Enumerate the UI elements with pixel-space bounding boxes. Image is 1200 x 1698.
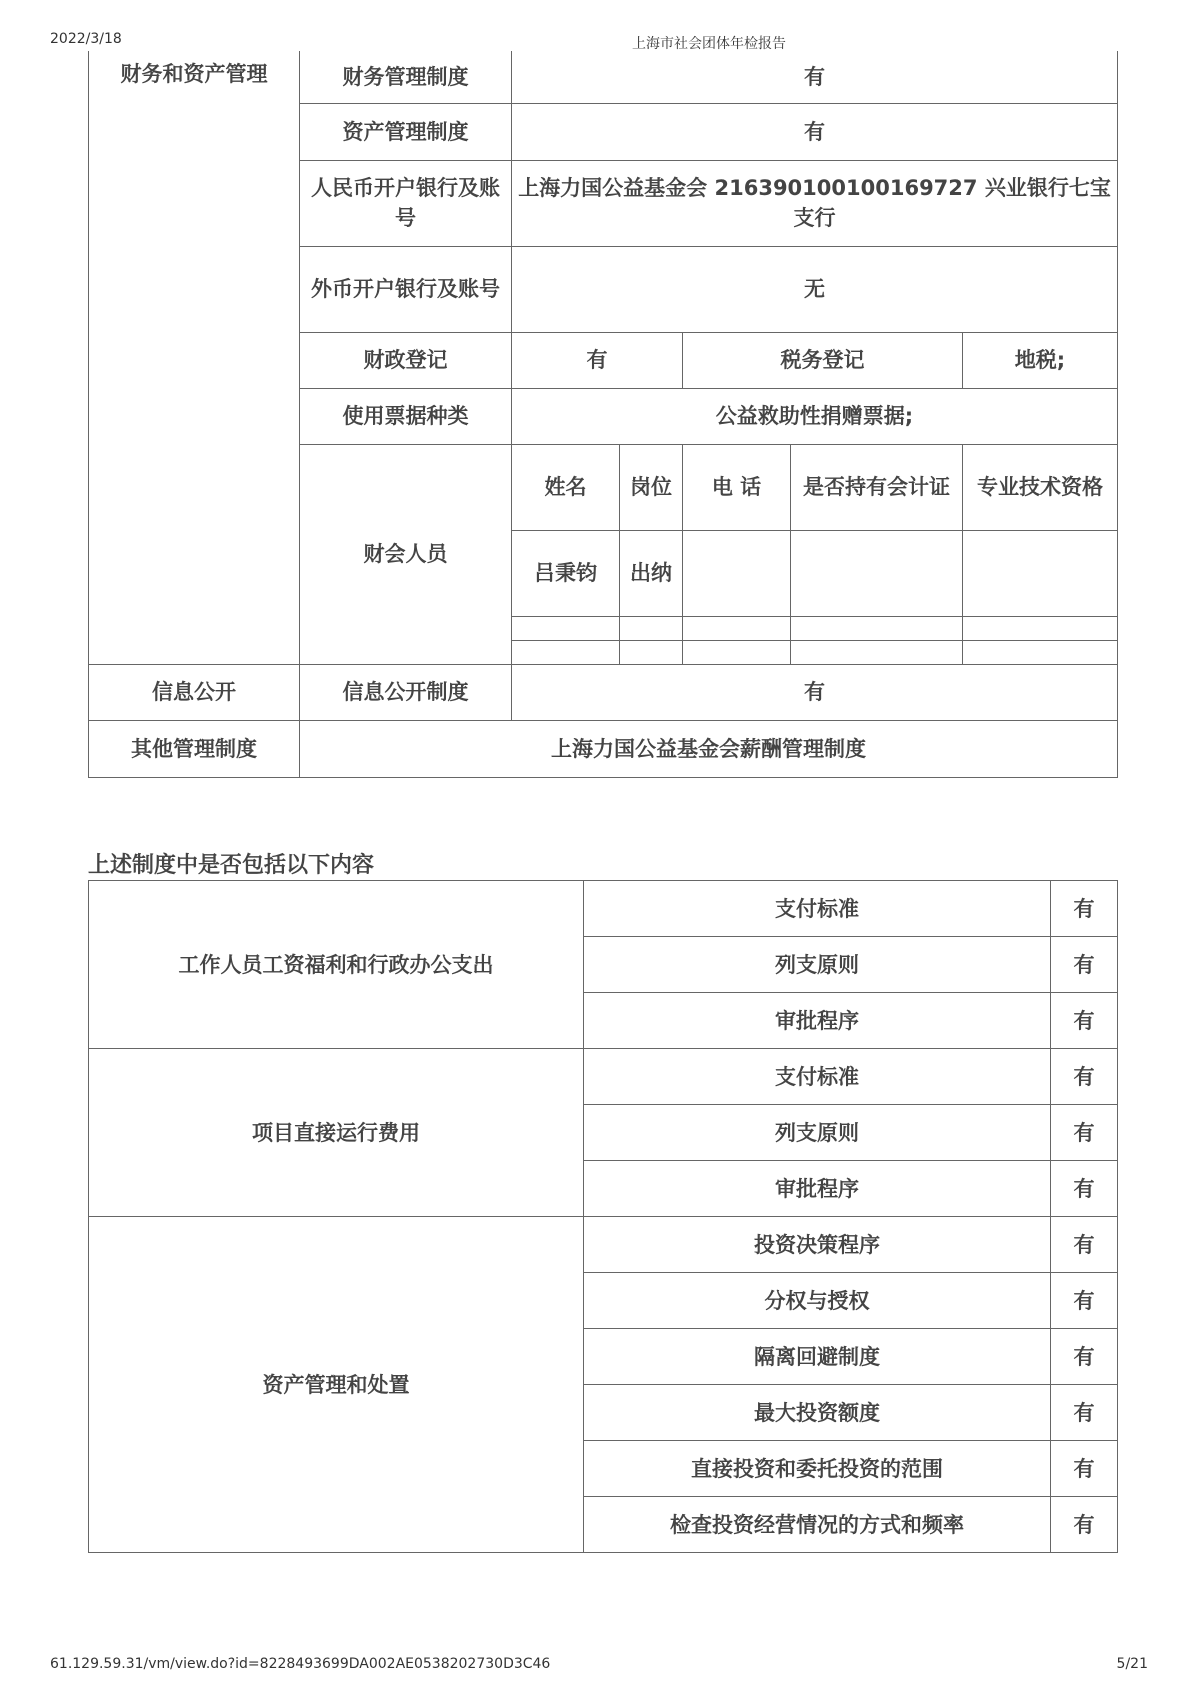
item-value: 有 (1051, 993, 1118, 1049)
item-label: 支付标准 (584, 881, 1051, 937)
item-value: 有 (1051, 1497, 1118, 1553)
item-value: 有 (1051, 1217, 1118, 1273)
fx-bank-label: 外币开户银行及账号 (300, 246, 512, 332)
item-value: 有 (1051, 1273, 1118, 1329)
fin-mgmt-value: 有 (512, 51, 1118, 103)
category-finance: 财务和资产管理 (89, 51, 300, 664)
invoice-label: 使用票据种类 (300, 388, 512, 444)
empty-cell (620, 640, 683, 664)
acc-cert (791, 530, 963, 616)
asset-mgmt-value: 有 (512, 103, 1118, 160)
acc-phone (683, 530, 791, 616)
empty-cell (512, 640, 620, 664)
empty-cell (791, 640, 963, 664)
rmb-bank-label: 人民币开户银行及账号 (300, 160, 512, 246)
print-date: 2022/3/18 (50, 31, 122, 47)
tax-reg-value: 地税; (963, 332, 1118, 388)
page-number: 5/21 (1116, 1656, 1148, 1672)
fiscal-reg-label: 财政登记 (300, 332, 512, 388)
item-label: 支付标准 (584, 1049, 1051, 1105)
acc-post: 出纳 (620, 530, 683, 616)
acc-header-qual: 专业技术资格 (963, 444, 1118, 530)
item-value: 有 (1051, 1441, 1118, 1497)
disclosure-label: 信息公开制度 (300, 664, 512, 720)
rmb-bank-value: 上海力国公益基金会 216390100100169727 兴业银行七宝支行 (512, 160, 1118, 246)
acc-header-phone: 电 话 (683, 444, 791, 530)
group-name: 项目直接运行费用 (89, 1049, 584, 1217)
acc-qual (963, 530, 1118, 616)
table-row (89, 881, 1118, 937)
item-label: 直接投资和委托投资的范围 (584, 1441, 1051, 1497)
item-value: 有 (1051, 937, 1118, 993)
category-disclosure: 信息公开 (89, 664, 300, 720)
empty-cell (512, 616, 620, 640)
item-label: 列支原则 (584, 937, 1051, 993)
fx-bank-value: 无 (512, 246, 1118, 332)
acc-header-post: 岗位 (620, 444, 683, 530)
acc-header-name: 姓名 (512, 444, 620, 530)
item-value: 有 (1051, 1105, 1118, 1161)
acc-name: 吕秉钧 (512, 530, 620, 616)
fin-mgmt-label: 财务管理制度 (300, 51, 512, 103)
item-label: 投资决策程序 (584, 1217, 1051, 1273)
policy-content-table (88, 880, 1118, 1553)
section-title: 上述制度中是否包括以下内容 (88, 853, 375, 878)
item-label: 检查投资经营情况的方式和频率 (584, 1497, 1051, 1553)
item-label: 最大投资额度 (584, 1385, 1051, 1441)
empty-cell (963, 640, 1118, 664)
finance-asset-table (88, 51, 1118, 778)
item-value: 有 (1051, 1049, 1118, 1105)
item-label: 隔离回避制度 (584, 1329, 1051, 1385)
asset-mgmt-label: 资产管理制度 (300, 103, 512, 160)
empty-cell (683, 640, 791, 664)
table-row (89, 1049, 1118, 1105)
acc-header-cert: 是否持有会计证 (791, 444, 963, 530)
item-label: 审批程序 (584, 993, 1051, 1049)
group-name: 工作人员工资福利和行政办公支出 (89, 881, 584, 1049)
invoice-value: 公益救助性捐赠票据; (512, 388, 1118, 444)
category-other: 其他管理制度 (89, 720, 300, 777)
disclosure-value: 有 (512, 664, 1118, 720)
accountants-label: 财会人员 (300, 444, 512, 664)
page-url: 61.129.59.31/vm/view.do?id=8228493699DA002AE0538202730D3C46 (50, 1656, 551, 1672)
item-label: 分权与授权 (584, 1273, 1051, 1329)
item-value: 有 (1051, 1161, 1118, 1217)
item-label: 审批程序 (584, 1161, 1051, 1217)
empty-cell (620, 616, 683, 640)
fiscal-reg-value: 有 (512, 332, 683, 388)
group-name: 资产管理和处置 (89, 1217, 584, 1553)
empty-cell (963, 616, 1118, 640)
empty-cell (791, 616, 963, 640)
tax-reg-label: 税务登记 (683, 332, 963, 388)
item-label: 列支原则 (584, 1105, 1051, 1161)
item-value: 有 (1051, 1385, 1118, 1441)
table-row (89, 1217, 1118, 1273)
item-value: 有 (1051, 881, 1118, 937)
other-value: 上海力国公益基金会薪酬管理制度 (300, 720, 1118, 777)
item-value: 有 (1051, 1329, 1118, 1385)
page-header-title: 上海市社会团体年检报告 (632, 36, 786, 52)
empty-cell (683, 616, 791, 640)
